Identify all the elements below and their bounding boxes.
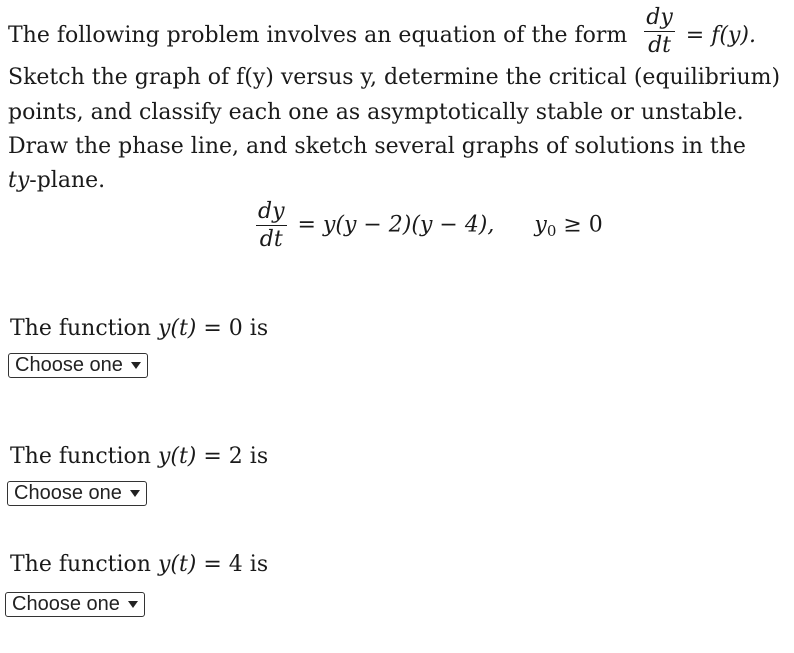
question-3-equals: = 4 is	[196, 552, 269, 577]
question-2-prefix: The function	[10, 444, 158, 469]
question-2-function: y(t)	[157, 444, 197, 469]
question-1-text	[10, 318, 268, 340]
question-3-select[interactable]	[5, 592, 145, 617]
question-2-select-label: Choose one	[14, 482, 122, 504]
condition-relation: ≥ 0	[556, 212, 603, 238]
problem-intro-text: The following problem involves an equation of the form	[8, 22, 628, 48]
equation-fraction	[256, 200, 287, 251]
chevron-down-icon	[130, 490, 140, 497]
form-fraction	[644, 6, 675, 57]
question-1-prefix: The function	[10, 316, 158, 341]
question-1-equals: = 0 is	[196, 316, 269, 341]
form-fraction-bar	[644, 31, 675, 32]
form-fraction-numerator: dy	[646, 5, 673, 30]
chevron-down-icon	[128, 601, 138, 608]
question-3-function: y(t)	[157, 552, 197, 577]
problem-line-3: points, and classify each one as asymptotically stable or unstable.	[8, 100, 744, 125]
main-equation	[252, 200, 603, 251]
plane-text: -plane.	[29, 168, 106, 193]
question-3-select-label: Choose one	[12, 593, 120, 615]
problem-line-5	[8, 170, 105, 192]
problem-line-2: Sketch the graph of f(y) versus y, determine the critical (equilibrium)	[8, 65, 781, 90]
question-3-text	[10, 554, 268, 576]
equation-denominator: dt	[259, 227, 283, 253]
question-2-equals: = 2 is	[196, 444, 269, 469]
question-3-prefix: The function	[10, 552, 158, 577]
form-fraction-denominator: dt	[648, 33, 671, 59]
equation-fraction-bar	[256, 225, 287, 226]
question-1-select[interactable]	[8, 353, 148, 378]
condition-subscript: 0	[546, 221, 557, 240]
equation-numerator: dy	[258, 199, 285, 224]
ty-variable: ty	[8, 168, 30, 193]
question-2-text	[10, 446, 268, 468]
question-1-function: y(t)	[157, 316, 197, 341]
chevron-down-icon	[131, 362, 141, 369]
problem-intro-line	[8, 5, 756, 59]
question-1-select-label: Choose one	[15, 354, 123, 376]
problem-line-4: Draw the phase line, and sketch several graphs of solutions in the	[8, 134, 746, 159]
equation-rhs: = y(y − 2)(y − 4),	[297, 212, 495, 238]
condition-variable: y	[534, 212, 547, 238]
form-rhs: = f(y).	[685, 22, 756, 48]
question-2-select[interactable]	[7, 481, 147, 506]
